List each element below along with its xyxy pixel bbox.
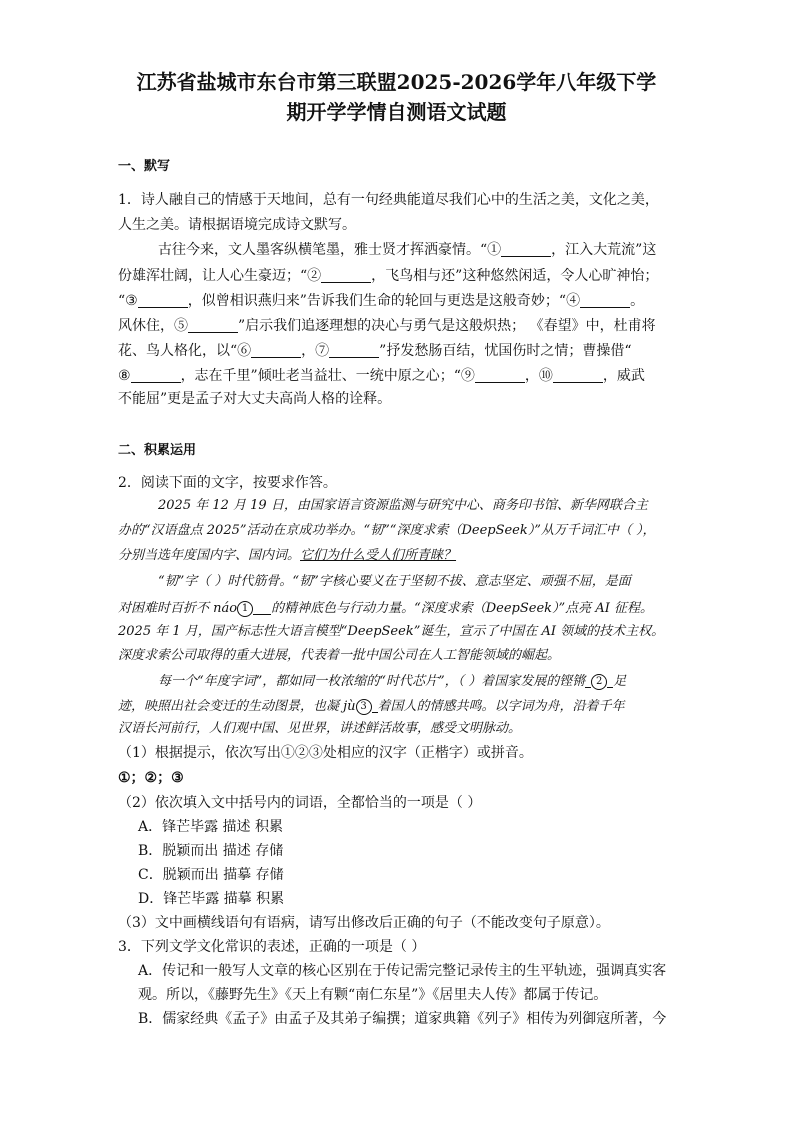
q2-sub2: （2）依次填入文中括号内的词语，全都恰当的一项是（ ） bbox=[118, 795, 482, 811]
mark-2: ② bbox=[307, 268, 322, 284]
answer-blank-3[interactable] bbox=[138, 293, 188, 308]
q2-sub1-answer: ①；②；③ bbox=[118, 770, 184, 786]
underlined-sentence: 它们为什么受人们所青睐？ bbox=[300, 548, 457, 563]
q1-passage-line2: 份雄浑壮阔，让人心生豪迈；“② ，飞鸟相与还”这种悠然闲适，令人心旷神怡； bbox=[118, 268, 659, 284]
reading-line8: 每一个“年度字词”，都如同一枚浓缩的“时代芯片”，（ ）着国家发展的铿锵 2 足 bbox=[158, 674, 627, 689]
blank-mark-1: 1 bbox=[237, 601, 253, 617]
fill-blank-1[interactable] bbox=[253, 600, 271, 615]
mark-6: ⑥ bbox=[237, 343, 252, 359]
q1-passage-line7: 不能屈”更是孟子对大丈夫高尚人格的诠释。 bbox=[118, 391, 392, 407]
reading-line7: 深度求索公司取得的重大进展，代表着一批中国公司在人工智能领域的崛起。 bbox=[118, 648, 561, 663]
q2-sub1: （1）根据提示，依次写出①②③处相应的汉字（正楷字）或拼音。 bbox=[118, 745, 533, 761]
q1-passage-line4: 风休住，⑤ ”启示我们追逐理想的决心与勇气是这般炽热； 《春望》中，杜甫将 bbox=[118, 318, 656, 334]
q1-passage-line1: 古往今来，文人墨客纵横笔墨，雅士贤才挥洒豪情。“① ，江入大荒流”这 bbox=[158, 242, 657, 258]
answer-blank-2[interactable] bbox=[321, 268, 371, 283]
blank-mark-2: 2 bbox=[591, 674, 607, 690]
answer-blank-4[interactable] bbox=[580, 293, 630, 308]
q1-passage-line6: ⑧ ，志在千里”倾吐老当益壮、一统中原之心；“⑨ ，⑩ ，威武 bbox=[118, 368, 645, 384]
reading-line1: 2025 年 12 月 19 日，由国家语言资源监测与研究中心、商务印书馆、新华网联合主 bbox=[158, 498, 648, 513]
answer-blank-7[interactable] bbox=[329, 343, 379, 358]
reading-line9: 迹，映照出社会变迁的生动图景，也凝 jù 3 着国人的情感共鸣。以字词为舟，沿着千年 bbox=[118, 699, 625, 714]
q2-sub3: （3）文中画横线语句有语病，请写出修改后正确的句子（不能改变句子原意）。 bbox=[118, 915, 610, 931]
section-heading-dictation: 一、默写 bbox=[118, 159, 171, 174]
q3-prompt: 3．下列文学文化常识的表述，正确的一项是（ ） bbox=[118, 939, 426, 955]
q1-passage-line3: “③ ，似曾相识燕归来”告诉我们生命的轮回与更迭是这般奇妙；“④ 。 bbox=[118, 293, 645, 309]
reading-line10: 汉语长河前行，人们观中国、见世界，讲述鲜活故事，感受文明脉动。 bbox=[118, 721, 522, 736]
answer-blank-1[interactable] bbox=[501, 242, 551, 257]
answer-blank-5[interactable] bbox=[188, 318, 238, 333]
q1-text-line2: 人生之美。请根据语境完成诗文默写。 bbox=[118, 217, 356, 233]
reading-line5: 对困难时百折不 náo 1 的精神底色与行动力量。“深度求索（DeepSeek）”点亮 AI 征程。 bbox=[118, 601, 653, 616]
blank-mark-3: 3 bbox=[356, 699, 372, 715]
answer-blank-9[interactable] bbox=[475, 368, 525, 383]
mark-10: ⑩ bbox=[538, 368, 553, 384]
q2-option-d: D．锋芒毕露 描摹 积累 bbox=[138, 891, 285, 907]
doc-title-line1: 江苏省盐城市东台市第三联盟2025-2026学年八年级下学 bbox=[136, 70, 657, 94]
q1-passage-line5: 花、鸟人格化，以“⑥ ，⑦ ”抒发愁肠百结，忧国伤时之情；曹操借“ bbox=[118, 343, 632, 359]
answer-blank-6[interactable] bbox=[251, 343, 301, 358]
q2-option-a: A．锋芒毕露 描述 积累 bbox=[138, 819, 284, 835]
reading-line2: 办的“汉语盘点 2025”活动在京成功举办。“韧”“深度求索（DeepSeek）”从万千词汇中（ ）， bbox=[118, 523, 656, 538]
q3-option-b: B．儒家经典《孟子》由孟子及其弟子编撰；道家典籍《列子》相传为列御寇所著，今 bbox=[138, 1011, 667, 1027]
reading-line4: “韧”字（ ）时代筋骨。“韧”字核心要义在于坚韧不拔、意志坚定、顽强不屈，是面 bbox=[158, 574, 631, 589]
q1-text-line1: 1．诗人融自己的情感于天地间，总有一句经典能道尽我们心中的生活之美，文化之美， bbox=[118, 192, 659, 208]
q2-prompt: 2．阅读下面的文字，按要求作答。 bbox=[118, 475, 337, 491]
mark-3: ③ bbox=[125, 293, 138, 309]
q3-option-a-line1: A．传记和一般写人文章的核心区别在于传记需完整记录传主的生平轨迹，强调真实客 bbox=[138, 963, 667, 979]
reading-line3: 分别当选年度国内字、国内词。它们为什么受人们所青睐？ bbox=[118, 548, 457, 563]
section-heading-accumulation: 二、积累运用 bbox=[118, 443, 197, 458]
q3-option-a-line2: 观。所以，《藤野先生》《天上有颗“南仁东星”》《居里夫人传》都属于传记。 bbox=[138, 987, 608, 1003]
mark-7: ⑦ bbox=[315, 343, 330, 359]
mark-9: ⑨ bbox=[460, 368, 475, 384]
mark-8: ⑧ bbox=[118, 368, 131, 384]
q2-option-c: C．脱颖而出 描摹 存储 bbox=[138, 867, 284, 883]
reading-line6: 2025 年 1 月，国产标志性大语言模型“DeepSeek”诞生，宣示了中国在 AI 领域的技术主权。 bbox=[118, 624, 665, 639]
q2-option-b: B．脱颖而出 描述 存储 bbox=[138, 843, 284, 859]
mark-5: ⑤ bbox=[174, 318, 188, 334]
answer-blank-8[interactable] bbox=[131, 368, 181, 383]
mark-4: ④ bbox=[566, 293, 581, 309]
doc-title-line2: 期开学学情自测语文试题 bbox=[286, 100, 507, 124]
mark-1: ① bbox=[487, 242, 502, 258]
answer-blank-10[interactable] bbox=[553, 368, 603, 383]
